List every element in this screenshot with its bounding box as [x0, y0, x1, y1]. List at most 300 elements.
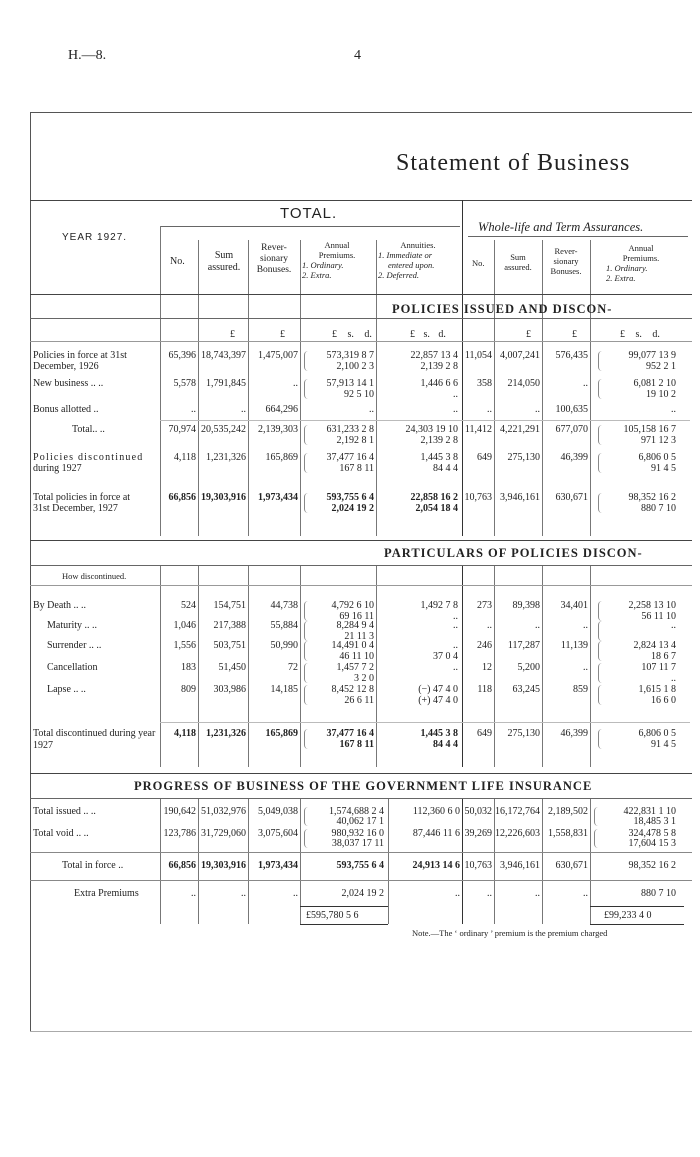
cell-wl-prem-extra: 56 11 10 — [641, 611, 676, 622]
cell-prem-ordinary: 573,319 8 7 — [326, 350, 374, 361]
cell-wl-prem-ordinary: 422,831 1 10 — [623, 806, 676, 817]
brace — [304, 829, 308, 848]
cell-rev: 55,884 — [270, 620, 298, 631]
cell-wl-sum: 63,245 — [512, 684, 540, 695]
brace — [598, 729, 602, 749]
cell-wl-prem-extra: 18,485 3 1 — [633, 816, 676, 827]
cell-prem-extra: 46 11 10 — [339, 651, 374, 662]
cell-wl-no: 118 — [477, 684, 492, 695]
col-rev — [252, 243, 296, 276]
brace — [598, 453, 602, 473]
vrule — [248, 798, 249, 924]
row-label: Maturity .. .. — [47, 620, 97, 631]
cell-ann-deferred: 2,139 2 8 — [420, 361, 458, 372]
cell-wl-no: .. — [487, 620, 492, 631]
cell-ann-immediate: 1,445 3 8 — [420, 452, 458, 463]
row-label: Policies discontinued — [33, 452, 144, 463]
vrule-main — [462, 200, 463, 536]
section2-subheading: How discontinued. — [62, 571, 127, 581]
cell-prem-ordinary: 37,477 16 4 — [326, 728, 374, 739]
cell-wl-no: 39,269 — [464, 828, 492, 839]
col-prem-l2: Premiums. — [318, 250, 356, 260]
unit-prem: £ s. d. — [332, 329, 372, 340]
section3-title: PROGRESS OF BUSINESS OF THE GOVERNMENT LIFE INSURANCE — [134, 779, 593, 793]
grand-total-rule-right — [590, 906, 684, 907]
cell-ann-deferred: (+) 47 4 0 — [418, 695, 458, 706]
cell-prem-extra: 2,024 19 2 — [331, 503, 374, 514]
cell-wl-rev: 34,401 — [560, 600, 588, 611]
cell-rev: 44,738 — [270, 600, 298, 611]
cell-no: 524 — [181, 600, 196, 611]
cell-no: .. — [191, 404, 196, 415]
col-prem-l4: 2. Extra. — [302, 270, 332, 280]
cell-sum: .. — [241, 888, 246, 899]
vrule — [248, 240, 249, 536]
cell-wl-prem-ordinary: 99,077 13 9 — [628, 350, 676, 361]
vrule — [248, 565, 249, 767]
vrule — [160, 565, 161, 767]
brace — [598, 379, 602, 399]
cell-wl-prem-extra: 19 10 2 — [646, 389, 676, 400]
col-no: No. — [170, 256, 185, 267]
cell-ann-deferred: 84 4 4 — [433, 739, 458, 750]
grand-total-prem: £595,780 5 6 — [306, 910, 359, 921]
col-sum — [202, 250, 246, 274]
cell-prem-ordinary: 593,755 6 4 — [326, 492, 374, 503]
unit-sum: £ — [230, 329, 235, 340]
brace — [594, 807, 598, 826]
cell-sum: 1,791,845 — [206, 378, 246, 389]
cell-sum: 51,032,976 — [201, 806, 246, 817]
row-label: Total in force .. — [62, 860, 124, 871]
cell-wl-no: 11,412 — [464, 424, 492, 435]
section3-header-rule — [30, 798, 692, 799]
row-label: 31st December, 1927 — [33, 503, 118, 514]
col-wl-rev-l1: Rever- — [554, 246, 578, 256]
cell-wl-rev: 576,435 — [555, 350, 588, 361]
row-label: Total policies in force at — [33, 492, 131, 503]
cell-ann-immediate: .. — [453, 640, 458, 651]
cell-wl-sum: 5,200 — [517, 662, 540, 673]
col-wl-rev — [546, 246, 586, 276]
cell-wl-no: 10,763 — [464, 492, 492, 503]
cell-ann-immediate: 24,303 19 10 — [405, 424, 458, 435]
col-sum-l2: assured. — [207, 262, 241, 273]
cell-rev: 2,139,303 — [258, 424, 298, 435]
cell-wl-prem-ordinary: 2,258 13 10 — [628, 600, 676, 611]
row-label: Total void .. .. — [33, 828, 89, 839]
col-ann — [378, 240, 458, 280]
cell-sum: 154,751 — [213, 600, 246, 611]
brace — [304, 685, 308, 705]
cell-wl-prem-ordinary: 107 11 7 — [641, 662, 676, 673]
col-wl-prem-l1: Annual — [628, 243, 654, 253]
col-wl-rev-l2: sionary — [553, 256, 579, 266]
cell-no: 70,974 — [168, 424, 196, 435]
unit-wl-sum: £ — [526, 329, 531, 340]
cell-rev: 1,973,434 — [258, 860, 298, 871]
col-rev-l1: Rever- — [261, 243, 287, 253]
cell-prem-ordinary: 631,233 2 8 — [326, 424, 374, 435]
col-ann-l4: 2. Deferred. — [378, 270, 419, 280]
cell-wl-rev: .. — [583, 888, 588, 899]
unit-wl-rev: £ — [572, 329, 577, 340]
cell-wl-no: 11,054 — [464, 350, 492, 361]
cell-ann: 87,446 11 6 — [412, 828, 460, 839]
cell-no: 190,642 — [163, 806, 196, 817]
cell-no: 66,856 — [168, 860, 196, 871]
cell-wl-rev: 630,671 — [555, 492, 588, 503]
cell-ann-deferred: .. — [453, 611, 458, 622]
cell-wl-prem-ordinary: 98,352 16 2 — [628, 492, 676, 503]
row-label: Surrender .. .. — [47, 640, 102, 651]
cell-wl-sum: 3,946,161 — [500, 860, 540, 871]
cell-sum: 1,231,326 — [206, 452, 246, 463]
cell-wl-sum: 12,226,603 — [495, 828, 540, 839]
cell-wl-rev: 1,558,831 — [548, 828, 588, 839]
vrule — [198, 240, 199, 536]
cell-ann: 24,913 14 6 — [412, 860, 460, 871]
brace — [598, 601, 602, 621]
section3-total-rule — [30, 852, 692, 853]
cell-wl-prem-ordinary: 98,352 16 2 — [628, 860, 676, 871]
cell-prem-extra: 69 16 11 — [339, 611, 374, 622]
cell-wl-prem-extra: 91 4 5 — [651, 739, 676, 750]
cell-wl-rev: 46,399 — [560, 452, 588, 463]
cell-sum: 217,388 — [213, 620, 246, 631]
vrule — [388, 798, 389, 924]
cell-wl-prem-ordinary: 6,806 0 5 — [638, 728, 676, 739]
row-label: December, 1926 — [33, 361, 99, 372]
vrule — [376, 565, 377, 767]
page-number: 4 — [354, 48, 361, 63]
cell-wl-rev: 859 — [573, 684, 588, 695]
page-ref: H.—8. — [68, 48, 107, 63]
vrule — [494, 565, 495, 767]
cell-rev: 1,475,007 — [258, 350, 298, 361]
unit-wl-prem: £ s. d. — [620, 329, 660, 340]
cell-rev: 5,049,038 — [258, 806, 298, 817]
subtotal-rule — [160, 420, 690, 421]
cell-prem-ordinary: 8,452 12 8 — [331, 684, 374, 695]
cell-wl-prem-ordinary: 1,615 1 8 — [638, 684, 676, 695]
cell-wl-no: 246 — [477, 640, 492, 651]
cell-rev: 14,185 — [270, 684, 298, 695]
brace — [304, 641, 308, 661]
section2-title: PARTICULARS OF POLICIES DISCON- — [384, 546, 643, 560]
cell-wl-prem-ordinary: .. — [671, 404, 676, 415]
col-wl-sum-l1: Sum — [510, 252, 526, 262]
cell-wl-sum: 89,398 — [512, 600, 540, 611]
cell-ann-deferred: 84 4 4 — [433, 463, 458, 474]
cell-ann: .. — [455, 888, 460, 899]
cell-ann-immediate: .. — [453, 620, 458, 631]
vrule-main — [462, 798, 463, 924]
cell-wl-prem-ordinary: 880 7 10 — [641, 888, 676, 899]
section1-top-rule — [30, 294, 692, 295]
cell-rev: 664,296 — [265, 404, 298, 415]
brace — [304, 351, 308, 371]
vrule — [198, 798, 199, 924]
vrule — [542, 240, 543, 536]
cell-wl-rev: .. — [583, 378, 588, 389]
frame-left-rule — [30, 112, 31, 1032]
cell-wl-prem-ordinary: 6,081 2 10 — [633, 378, 676, 389]
col-prem-l3: 1. Ordinary. — [302, 260, 344, 270]
vrule — [542, 798, 543, 924]
row-label: Total issued .. .. — [33, 806, 96, 817]
cell-prem-extra: 2,100 2 3 — [336, 361, 374, 372]
col-wl-sum-l2: assured. — [504, 262, 532, 272]
brace — [598, 351, 602, 371]
cell-ann-immediate: 1,445 3 8 — [420, 728, 458, 739]
cell-wl-sum: 117,287 — [507, 640, 540, 651]
col-ann-l1: Annuities. — [400, 240, 436, 250]
cell-no: 4,118 — [173, 452, 196, 463]
cell-no: 5,578 — [173, 378, 196, 389]
vrule — [160, 226, 161, 536]
cell-wl-sum: .. — [535, 404, 540, 415]
cell-wl-no: 649 — [477, 452, 492, 463]
col-wl-sum — [498, 252, 538, 272]
cell-prem-extra: 21 11 3 — [344, 631, 374, 642]
cell-sum: 19,303,916 — [201, 860, 246, 871]
section1-title: POLICIES ISSUED AND DISCON- — [392, 302, 613, 316]
footnote: Note.—The ‘ ordinary ’ premium is the premium charged — [412, 928, 608, 938]
grand-total-rule-left — [300, 906, 388, 907]
cell-wl-sum: 275,130 — [507, 452, 540, 463]
cell-prem-ordinary: 2,024 19 2 — [341, 888, 384, 899]
cell-wl-sum: 214,050 — [507, 378, 540, 389]
cell-prem-extra: 2,192 8 1 — [336, 435, 374, 446]
cell-rev: 1,973,434 — [258, 492, 298, 503]
col-wl-prem — [606, 243, 676, 283]
brace — [598, 621, 602, 641]
cell-wl-prem-ordinary: 2,824 13 4 — [633, 640, 676, 651]
col-ann-l3: entered upon. — [388, 260, 435, 270]
cell-no: 65,396 — [168, 350, 196, 361]
cell-rev: 50,990 — [270, 640, 298, 651]
cell-prem-ordinary: .. — [369, 404, 374, 415]
grand-total-wl-prem: £99,233 4 0 — [604, 910, 652, 921]
cell-no: 183 — [181, 662, 196, 673]
cell-no: 123,786 — [163, 828, 196, 839]
cell-ann: 112,360 6 0 — [412, 806, 460, 817]
row-label: Cancellation — [47, 662, 98, 673]
vrule — [300, 240, 301, 536]
grand-total-rule-right-2 — [590, 924, 684, 925]
row-label: Policies in force at 31st — [33, 350, 127, 361]
cell-no: 4,118 — [174, 728, 196, 739]
cell-prem-ordinary: 14,491 0 4 — [331, 640, 374, 651]
col-ann-l2: 1. Immediate or — [378, 250, 433, 260]
col-sum-l1: Sum — [214, 250, 234, 261]
col-wl-no: No. — [472, 258, 485, 268]
cell-wl-sum: 4,007,241 — [500, 350, 540, 361]
cell-prem-extra: 167 8 11 — [339, 463, 374, 474]
row-label: Total.. .. — [72, 424, 105, 435]
cell-prem-extra: 26 6 11 — [344, 695, 374, 706]
row-label: during 1927 — [33, 463, 82, 474]
brace — [304, 425, 308, 445]
cell-wl-rev: .. — [583, 662, 588, 673]
cell-rev: .. — [293, 888, 298, 899]
cell-no: .. — [191, 888, 196, 899]
cell-sum: 19,303,916 — [201, 492, 246, 503]
section2-header-rule — [30, 565, 692, 566]
cell-wl-sum: 4,221,291 — [500, 424, 540, 435]
cell-wl-no: 649 — [477, 728, 492, 739]
whole-life-group-title: Whole-life and Term Assurances. — [478, 220, 644, 234]
col-wl-rev-l3: Bonuses. — [550, 266, 582, 276]
vrule-main — [462, 565, 463, 767]
brace — [304, 621, 308, 641]
cell-sum: 503,751 — [213, 640, 246, 651]
cell-no: 66,856 — [168, 492, 196, 503]
cell-sum: 303,986 — [213, 684, 246, 695]
cell-wl-rev: 630,671 — [555, 860, 588, 871]
cell-wl-prem-extra: 971 12 3 — [641, 435, 676, 446]
cell-ann-immediate: 22,858 16 2 — [410, 492, 458, 503]
cell-ann-immediate: 1,492 7 8 — [420, 600, 458, 611]
cell-wl-rev: .. — [583, 620, 588, 631]
vrule — [590, 240, 591, 536]
vrule — [198, 565, 199, 767]
cell-wl-no: 12 — [482, 662, 492, 673]
cell-prem-ordinary: 1,457 7 2 — [336, 662, 374, 673]
col-wl-prem-l3: 1. Ordinary. — [606, 263, 648, 273]
cell-wl-rev: 677,070 — [555, 424, 588, 435]
brace — [598, 425, 602, 445]
section3-extra-rule — [30, 880, 692, 881]
section1-header-rule — [30, 318, 692, 319]
cell-wl-no: 10,763 — [464, 860, 492, 871]
brace — [598, 641, 602, 661]
cell-rev: 165,869 — [265, 452, 298, 463]
cell-sum: 51,450 — [218, 662, 246, 673]
cell-ann-immediate: .. — [453, 662, 458, 673]
cell-prem-extra: 3 2 0 — [354, 673, 374, 684]
cell-sum: 20,535,242 — [201, 424, 246, 435]
cell-rev: 72 — [288, 662, 298, 673]
header-top-rule — [30, 200, 692, 201]
cell-wl-sum: 3,946,161 — [500, 492, 540, 503]
cell-prem-ordinary: 8,284 9 4 — [336, 620, 374, 631]
cell-wl-prem-ordinary: 324,478 5 8 — [628, 828, 676, 839]
vrule — [494, 240, 495, 536]
col-rev-l3: Bonuses. — [256, 265, 292, 275]
row-label: Extra Premiums — [74, 888, 139, 899]
row-label: New business .. .. — [33, 378, 104, 389]
units-rule — [30, 341, 692, 342]
brace — [304, 493, 308, 513]
brace — [304, 453, 308, 473]
vrule — [160, 798, 161, 924]
row-label: Lapse .. .. — [47, 684, 86, 695]
cell-wl-rev: 46,399 — [560, 728, 588, 739]
cell-ann-immediate: 22,857 13 4 — [410, 350, 458, 361]
cell-wl-prem-ordinary: 105,158 16 7 — [623, 424, 676, 435]
cell-prem-extra: 167 8 11 — [339, 739, 374, 750]
cell-ann-deferred: 2,054 18 4 — [415, 503, 458, 514]
unit-ann: £ s. d. — [410, 329, 446, 340]
section2-sub-rule — [30, 585, 692, 586]
cell-wl-sum: 275,130 — [507, 728, 540, 739]
section2-top-rule — [30, 540, 692, 541]
cell-prem-ordinary: 980,932 16 0 — [331, 828, 384, 839]
cell-wl-prem-extra: 18 6 7 — [651, 651, 676, 662]
brace — [594, 829, 598, 848]
brace — [598, 663, 602, 683]
col-wl-prem-l4: 2. Extra. — [606, 273, 636, 283]
cell-wl-no: .. — [487, 888, 492, 899]
brace — [304, 807, 308, 826]
cell-ann-deferred: .. — [453, 389, 458, 400]
brace — [304, 601, 308, 621]
document-title: Statement of Business — [396, 150, 631, 176]
total-group-title: TOTAL. — [280, 205, 338, 222]
cell-prem-ordinary: 1,574,688 2 4 — [329, 806, 384, 817]
cell-wl-sum: .. — [535, 620, 540, 631]
cell-wl-no: 273 — [477, 600, 492, 611]
cell-prem-ordinary: 4,792 6 10 — [331, 600, 374, 611]
cell-wl-prem-extra: .. — [671, 673, 676, 684]
cell-rev: 3,075,604 — [258, 828, 298, 839]
cell-wl-prem-extra: 880 7 10 — [641, 503, 676, 514]
vrule — [300, 565, 301, 767]
cell-prem-ordinary: 593,755 6 4 — [336, 860, 384, 871]
cell-sum: 31,729,060 — [201, 828, 246, 839]
cell-wl-prem-extra: 17,604 15 3 — [628, 838, 676, 849]
cell-no: 1,046 — [173, 620, 196, 631]
frame-top-rule — [30, 112, 692, 113]
frame-bottom-rule — [30, 1031, 692, 1032]
cell-wl-prem-extra: 16 6 0 — [651, 695, 676, 706]
cell-wl-sum: .. — [535, 888, 540, 899]
cell-ann-deferred: 37 0 4 — [433, 651, 458, 662]
cell-prem-ordinary: 37,477 16 4 — [326, 452, 374, 463]
col-prem-l1: Annual — [324, 240, 350, 250]
unit-rev: £ — [280, 329, 285, 340]
cell-prem-extra: 40,062 17 1 — [336, 816, 384, 827]
brace — [304, 663, 308, 683]
cell-no: 1,556 — [173, 640, 196, 651]
year-label: YEAR 1927. — [62, 232, 128, 243]
section3-top-rule — [30, 773, 692, 774]
col-rev-l2: sionary — [260, 254, 288, 264]
brace — [304, 379, 308, 399]
cell-prem-ordinary: 57,913 14 1 — [326, 378, 374, 389]
cell-wl-no: .. — [487, 404, 492, 415]
total-group-rule — [160, 226, 460, 227]
row-label: Total discontinued during year 1927 — [33, 728, 156, 751]
vrule — [542, 565, 543, 767]
cell-ann-deferred: 2,139 2 8 — [420, 435, 458, 446]
cell-ann-immediate: 1,446 6 6 — [420, 378, 458, 389]
vrule — [590, 565, 591, 767]
cell-rev: 165,869 — [265, 728, 298, 739]
cell-wl-no: 50,032 — [464, 806, 492, 817]
cell-wl-sum: 16,172,764 — [495, 806, 540, 817]
grand-total-rule-left-2 — [300, 924, 388, 925]
cell-sum: 1,231,326 — [206, 728, 246, 739]
cell-wl-prem-extra: 952 2 1 — [646, 361, 676, 372]
row-label: By Death .. .. — [33, 600, 87, 611]
cell-wl-rev: 100,635 — [555, 404, 588, 415]
col-prem — [302, 240, 372, 280]
cell-wl-rev: 11,139 — [560, 640, 588, 651]
cell-ann-immediate: .. — [453, 404, 458, 415]
